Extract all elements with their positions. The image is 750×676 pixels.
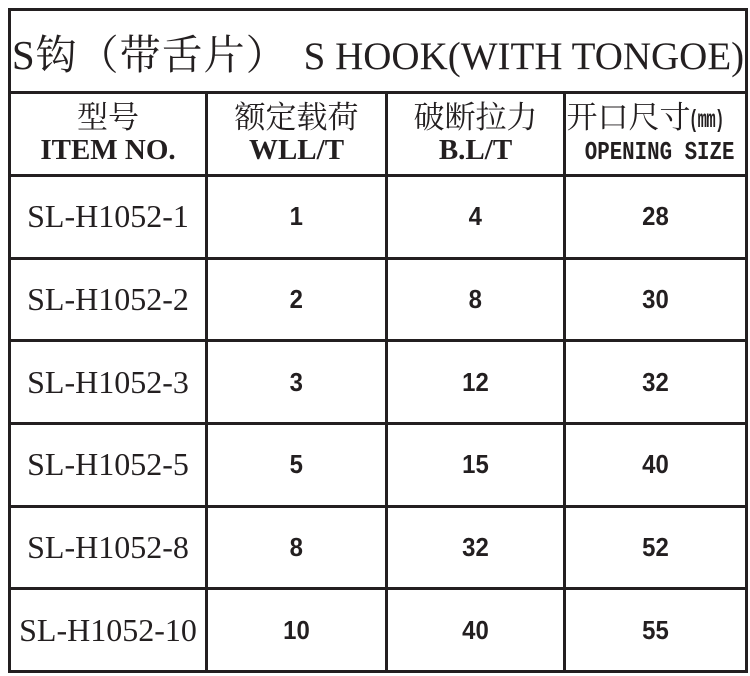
wll-cell: 5 bbox=[207, 423, 387, 506]
item-no-cell: SL-H1052-5 bbox=[10, 423, 207, 506]
header-zh-opening-size: 开口尺寸(mm) bbox=[566, 100, 724, 135]
bl-cell: 40 bbox=[387, 589, 565, 672]
wll-cell: 3 bbox=[207, 341, 387, 424]
bl-cell: 8 bbox=[387, 258, 565, 341]
item-no-cell: SL-H1052-8 bbox=[10, 506, 207, 589]
bl-cell: 4 bbox=[387, 176, 565, 259]
item-no-cell: SL-H1052-2 bbox=[10, 258, 207, 341]
header-en-wll: WLL/T bbox=[248, 134, 345, 167]
table-row bbox=[10, 589, 747, 672]
wll-cell: 1 bbox=[207, 176, 387, 259]
item-no-cell: SL-H1052-1 bbox=[10, 176, 207, 259]
header-en-item-no: ITEM NO. bbox=[40, 134, 176, 167]
table-row bbox=[10, 506, 747, 589]
wll-cell: 8 bbox=[207, 506, 387, 589]
header-unit-mm: (mm) bbox=[688, 106, 724, 135]
header-zh-wll: 额定载荷 bbox=[234, 100, 359, 135]
table-row bbox=[10, 423, 747, 506]
table-row bbox=[10, 176, 747, 259]
column-header-bl bbox=[387, 93, 565, 176]
table-title bbox=[10, 10, 747, 93]
header-row bbox=[10, 93, 747, 176]
title-chinese: S钩（带舌片） bbox=[11, 31, 288, 78]
bl-cell: 12 bbox=[387, 341, 565, 424]
spec-sheet bbox=[8, 8, 745, 673]
opening-size-cell: 28 bbox=[565, 176, 747, 259]
bl-cell: 15 bbox=[387, 423, 565, 506]
column-header-wll bbox=[207, 93, 387, 176]
bl-cell: 32 bbox=[387, 506, 565, 589]
header-en-opening-size: OPENING SIZE bbox=[584, 137, 735, 168]
title-row bbox=[10, 10, 747, 93]
column-header-item-no bbox=[10, 93, 207, 176]
opening-size-cell: 55 bbox=[565, 589, 747, 672]
header-zh-item-no: 型号 bbox=[77, 100, 139, 135]
opening-size-cell: 40 bbox=[565, 423, 747, 506]
opening-size-cell: 32 bbox=[565, 341, 747, 424]
spec-table bbox=[8, 8, 748, 673]
item-no-cell: SL-H1052-3 bbox=[10, 341, 207, 424]
header-en-bl: B.L/T bbox=[438, 134, 513, 167]
title-english: S HOOK(WITH TONGOE) bbox=[303, 34, 745, 78]
column-header-opening-size bbox=[565, 93, 747, 176]
header-zh-bl: 破断拉力 bbox=[413, 100, 538, 135]
table-row bbox=[10, 258, 747, 341]
wll-cell: 2 bbox=[207, 258, 387, 341]
opening-size-cell: 30 bbox=[565, 258, 747, 341]
table-row bbox=[10, 341, 747, 424]
item-no-cell: SL-H1052-10 bbox=[10, 589, 207, 672]
opening-size-cell: 52 bbox=[565, 506, 747, 589]
wll-cell: 10 bbox=[207, 589, 387, 672]
